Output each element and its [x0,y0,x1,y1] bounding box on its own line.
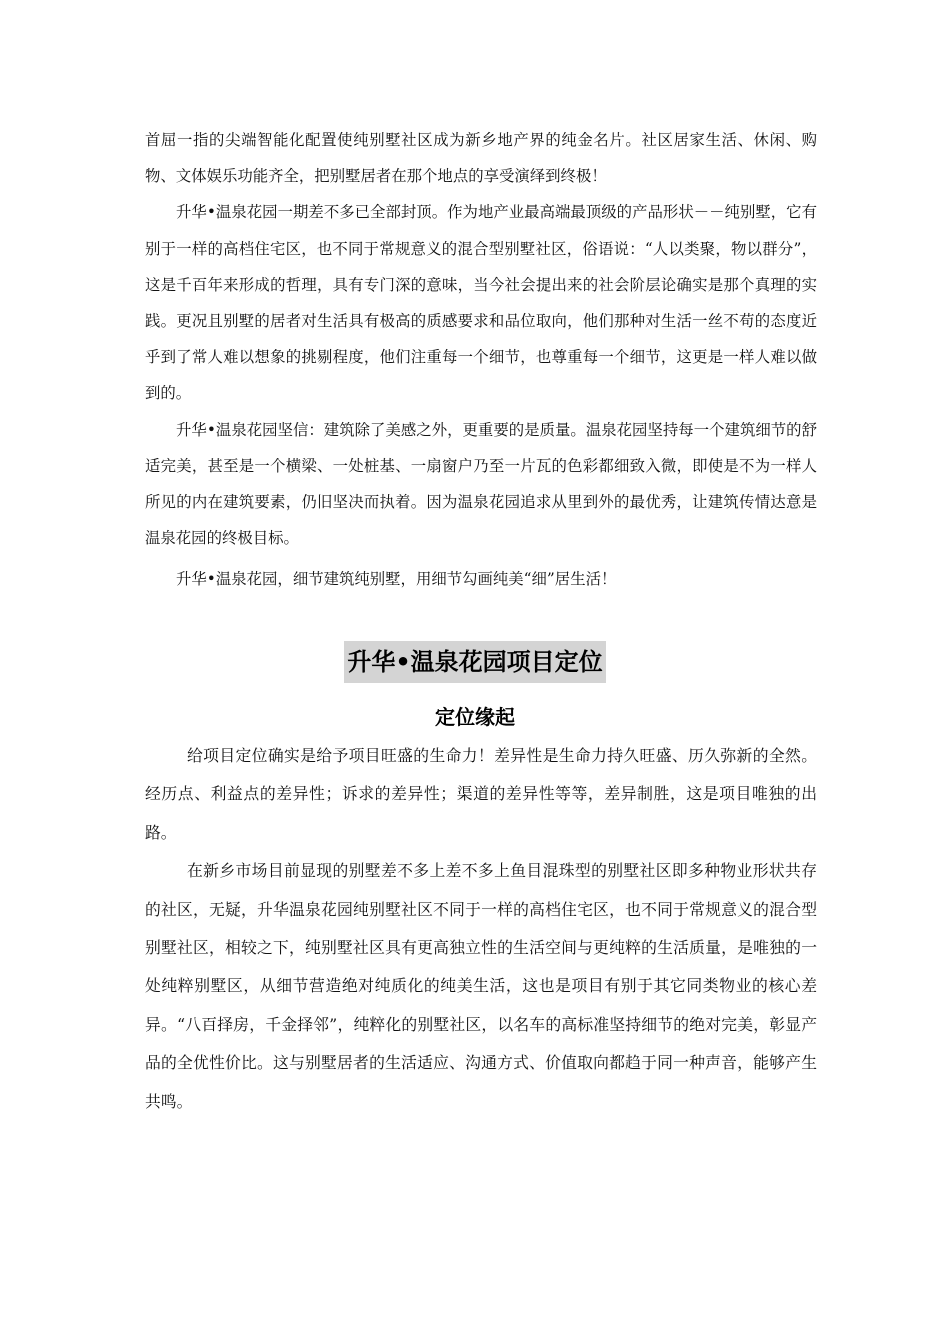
paragraph: 在新乡市场目前显现的别墅差不多上差不多上鱼目混珠型的别墅社区即多种物业形状共存的社区，无疑，升华温泉花园纯别墅社区不同于一样的高档住宅区，也不同于常规意义的混合型别墅社区，相较之下，纯别墅社区具有更高独立性的生活空间与更纯粹的生活质量，是唯独的一处纯粹别墅区，从细节营造绝对纯质化的纯美生活，这也是项目有别于其它同类物业的核心差异。“八百择房，千金择邻”，纯粹化的别墅社区，以名车的高标准坚持细节的绝对完美，彰显产品的全优性价比。这与别墅居者的生活适应、沟通方式、价值取向都趋于同一种声音，能够产生共鸣。 [145,861,817,1111]
sub-title: 定位缘起 [435,705,515,729]
paragraph: 首屈一指的尖端智能化配置使纯别墅社区成为新乡地产界的纯金名片。社区居家生活、休闲、购物、文体娱乐功能齐全，把别墅居者在那个地点的享受演绎到终极！ [145,131,817,186]
main-title: 升华•温泉花园项目定位 [344,641,605,683]
main-title-container [0,641,950,683]
paragraph: 给项目定位确实是给予项目旺盛的生命力！差异性是生命力持久旺盛、历久弥新的全然。经历点、利益点的差异性；诉求的差异性；渠道的差异性等等，差异制胜，这是项目唯独的出路。 [145,746,817,842]
positioning-section [145,737,817,1121]
intro-section [145,122,817,598]
paragraph: 升华•温泉花园一期差不多已全部封顶。作为地产业最高端最顶级的产品形状－－纯别墅，它有别于一样的高档住宅区，也不同于常规意义的混合型别墅社区，俗语说：“人以类聚，物以群分”，这是千百年来形成的哲理，具有专门深的意味，当今社会提出来的社会阶层论确实是那个真理的实践。更况且别墅的居者对生活具有极高的质感要求和品位取向，他们那种对生活一丝不苟的态度近乎到了常人难以想象的挑剔程度，他们注重每一个细节，也尊重每一个细节，这更是一样人难以做到的。 [145,203,817,403]
paragraph: 升华•温泉花园坚信：建筑除了美感之外，更重要的是质量。温泉花园坚持每一个建筑细节的舒适完美，甚至是一个横梁、一处桩基、一扇窗户乃至一片瓦的色彩都细致入微，即使是不为一样人所见的内在建筑要素，仍旧坚决而执着。因为温泉花园追求从里到外的最优秀，让建筑传情达意是温泉花园的终极目标。 [145,420,817,548]
paragraph: 升华•温泉花园，细节建筑纯别墅，用细节勾画纯美“细”居生活！ [176,570,617,589]
